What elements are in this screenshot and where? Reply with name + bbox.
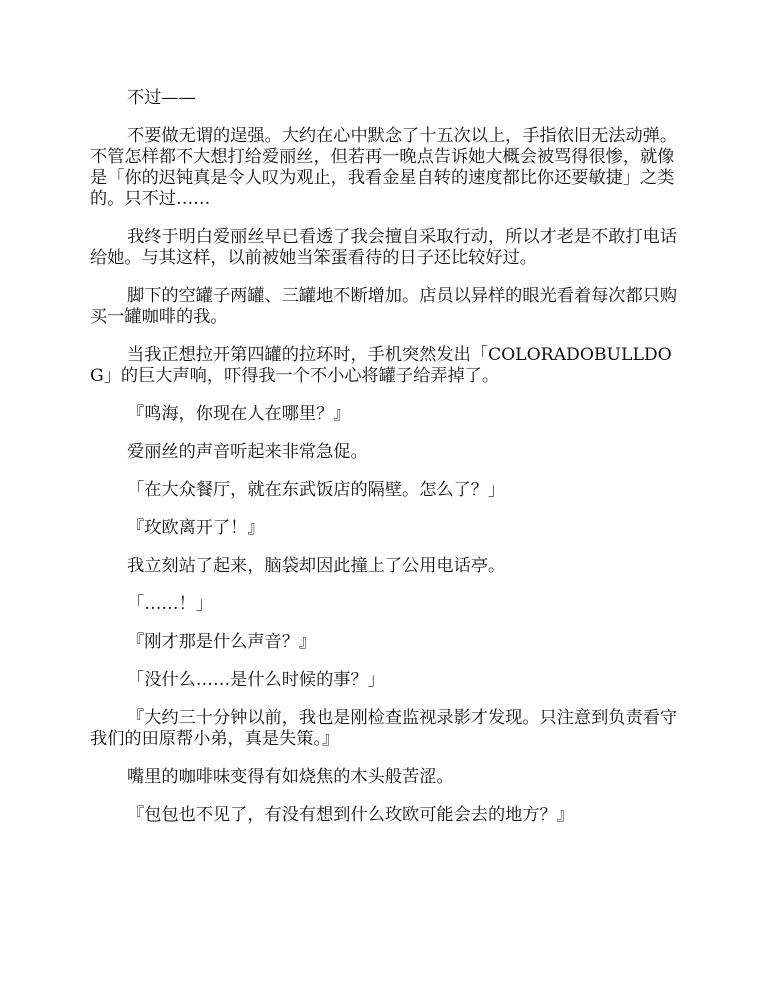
paragraph-9: 『玫欧离开了！』 <box>127 518 265 538</box>
paragraph-10: 我立刻站了起来，脑袋却因此撞上了公用电话亭。 <box>127 556 506 576</box>
paragraph-4: 脚下的空罐子两罐、三罐地不断增加。店员以异样的眼光看着每次都只购买一罐咖啡的我。 <box>90 286 678 327</box>
paragraph-2: 不要做无谓的逞强。大约在心中默念了十五次以上，手指依旧无法动弹。不管怎样都不大想打给爱丽丝，但若再一晚点告诉她大概会被骂得很惨，就像是「你的迟钝真是令人叹为观止，我看金星自转的速度都比你还要敏捷」之类的。只不过…… <box>90 126 678 209</box>
paragraph-6: 『鸣海，你现在人在哪里？』 <box>127 404 351 424</box>
paragraph-16: 『包包也不见了，有没有想到什么玫欧可能会去的地方？』 <box>127 805 574 825</box>
paragraph-5: 当我正想拉开第四罐的拉环时，手机突然发出「COLORADOBULLDOG」的巨大声响，吓得我一个不小心将罐子给弄掉了。 <box>90 345 672 386</box>
paragraph-8: 「在大众餐厅，就在东武饭店的隔壁。怎么了？」 <box>127 480 506 500</box>
paragraph-3: 我终于明白爱丽丝早已看透了我会擅自采取行动，所以才老是不敢打电话给她。与其这样，以前被她当笨蛋看待的日子还比较好过。 <box>90 227 678 268</box>
paragraph-13: 「没什么……是什么时候的事？」 <box>127 670 385 690</box>
paragraph-7: 爱丽丝的声音听起来非常急促。 <box>127 442 368 462</box>
paragraph-1: 不过—— <box>127 88 196 108</box>
paragraph-12: 『刚才那是什么声音？』 <box>127 632 317 652</box>
text-body <box>90 88 678 843</box>
paragraph-11: 「……！」 <box>127 594 213 614</box>
paragraph-14: 『大约三十分钟以前，我也是刚检查监视录影才发现。只注意到负责看守我们的田原帮小弟，真是失策。』 <box>90 708 678 749</box>
paragraph-15: 嘴里的咖啡味变得有如烧焦的木头般苦涩。 <box>127 767 454 787</box>
